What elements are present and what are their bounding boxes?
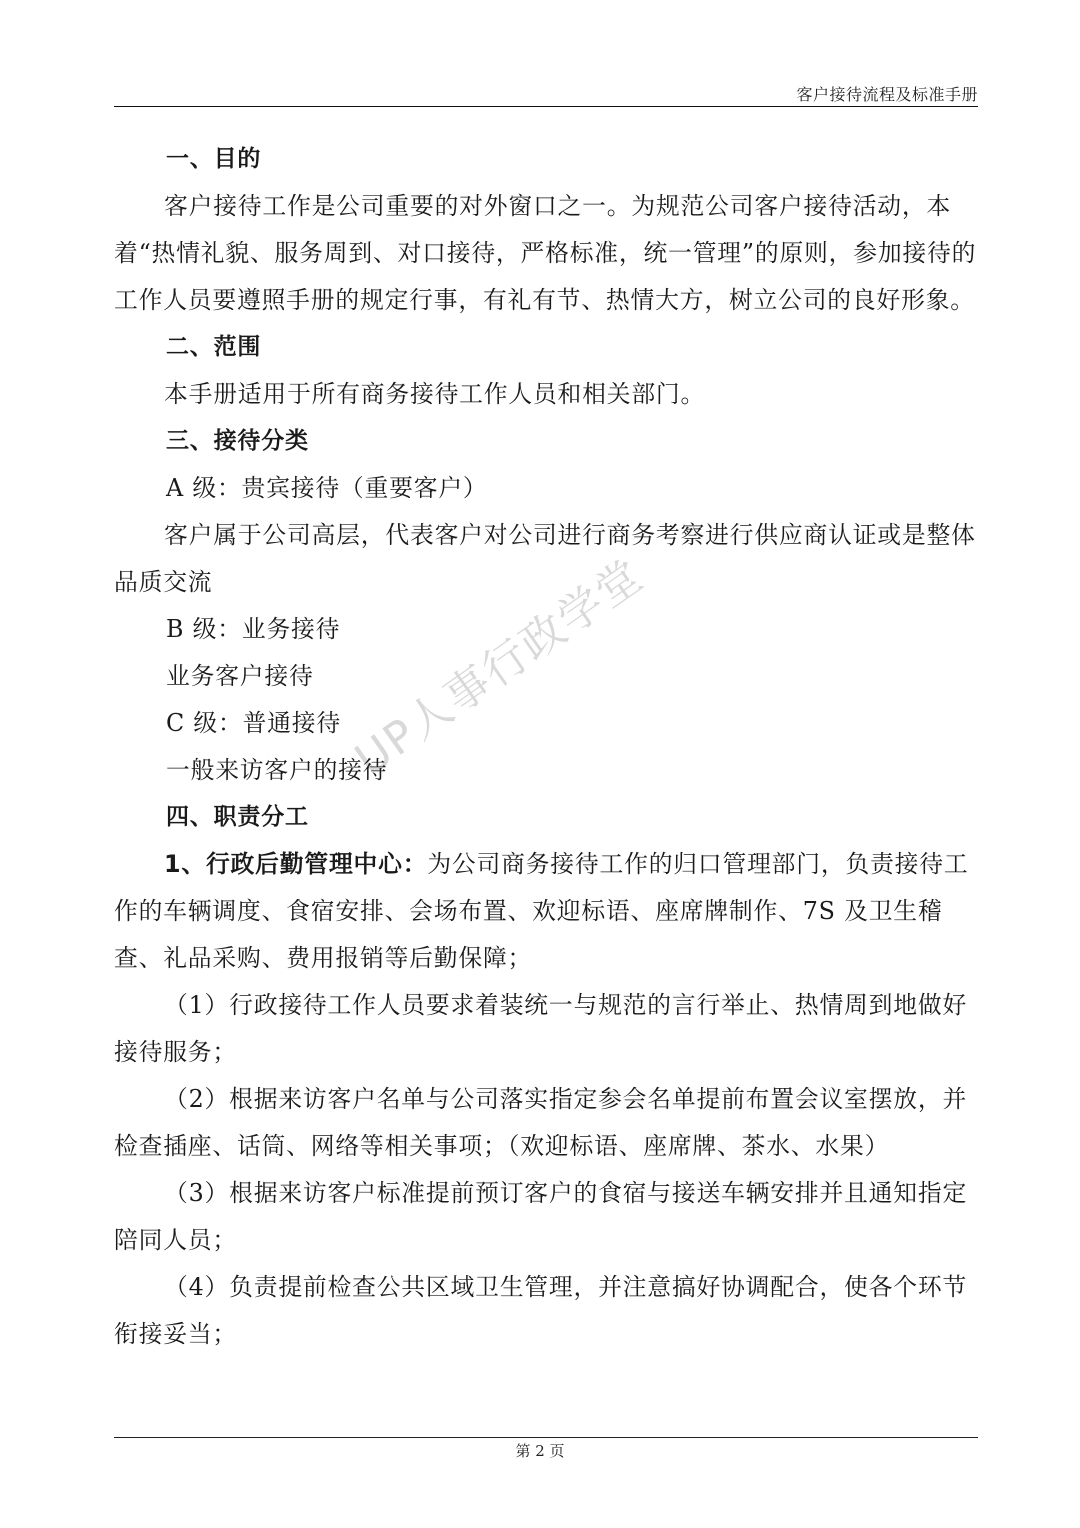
running-header: 客户接待流程及标准手册 [796,85,978,104]
document-body [114,136,978,1358]
duty-item-1-body: 为公司商务接待工作的归口管理部门，负责接待工作的车辆调度、食宿安排、会场布置、欢迎标语、座席牌制作、7S 及卫生稽查、礼品采购、费用报销等后勤保障； [114,850,969,972]
duty-item-1 [114,841,978,982]
section-heading-classification: 三、接待分类 [166,428,309,454]
duty-subitem-4: （4）负责提前检查公共区域卫生管理，并注意搞好协调配合，使各个环节衔接妥当； [114,1273,968,1348]
scope-paragraph: 本手册适用于所有商务接待工作人员和相关部门。 [164,380,706,408]
header-divider [114,106,978,107]
grade-b-label: B 级：业务接待 [166,615,341,643]
grade-c-description: 一般来访客户的接待 [166,756,388,784]
duty-subitem-1: （1）行政接待工作人员要求着装统一与规范的言行举止、热情周到地做好接待服务； [114,991,968,1066]
grade-a-label: A 级：贵宾接待（重要客户） [166,474,488,502]
page-number: 第 2 页 [515,1442,565,1460]
purpose-paragraph: 客户接待工作是公司重要的对外窗口之一。为规范公司客户接待活动，本着“热情礼貌、服务周到、对口接待，严格标准，统一管理”的原则，参加接待的工作人员要遵照手册的规定行事，有礼有节、热情大方，树立公司的良好形象。 [114,192,977,314]
grade-c-label: C 级：普通接待 [166,709,341,737]
grade-b-description: 业务客户接待 [166,662,314,690]
section-heading-purpose: 一、目的 [166,146,262,172]
watermark: UP人事行政学堂 [346,549,654,786]
duty-subitem-2: （2）根据来访客户名单与公司落实指定参会名单提前布置会议室摆放，并检查插座、话筒、网络等相关事项；（欢迎标语、座席牌、茶水、水果） [114,1085,968,1160]
duty-subitem-3: （3）根据来访客户标准提前预订客户的食宿与接送车辆安排并且通知指定陪同人员； [114,1179,968,1254]
footer-divider [114,1437,978,1438]
section-heading-scope: 二、范围 [166,334,262,360]
duty-item-1-label: 1、行政后勤管理中心： [164,850,428,878]
section-heading-duties: 四、职责分工 [166,804,309,830]
grade-a-description: 客户属于公司高层，代表客户对公司进行商务考察进行供应商认证或是整体品质交流 [114,521,976,596]
